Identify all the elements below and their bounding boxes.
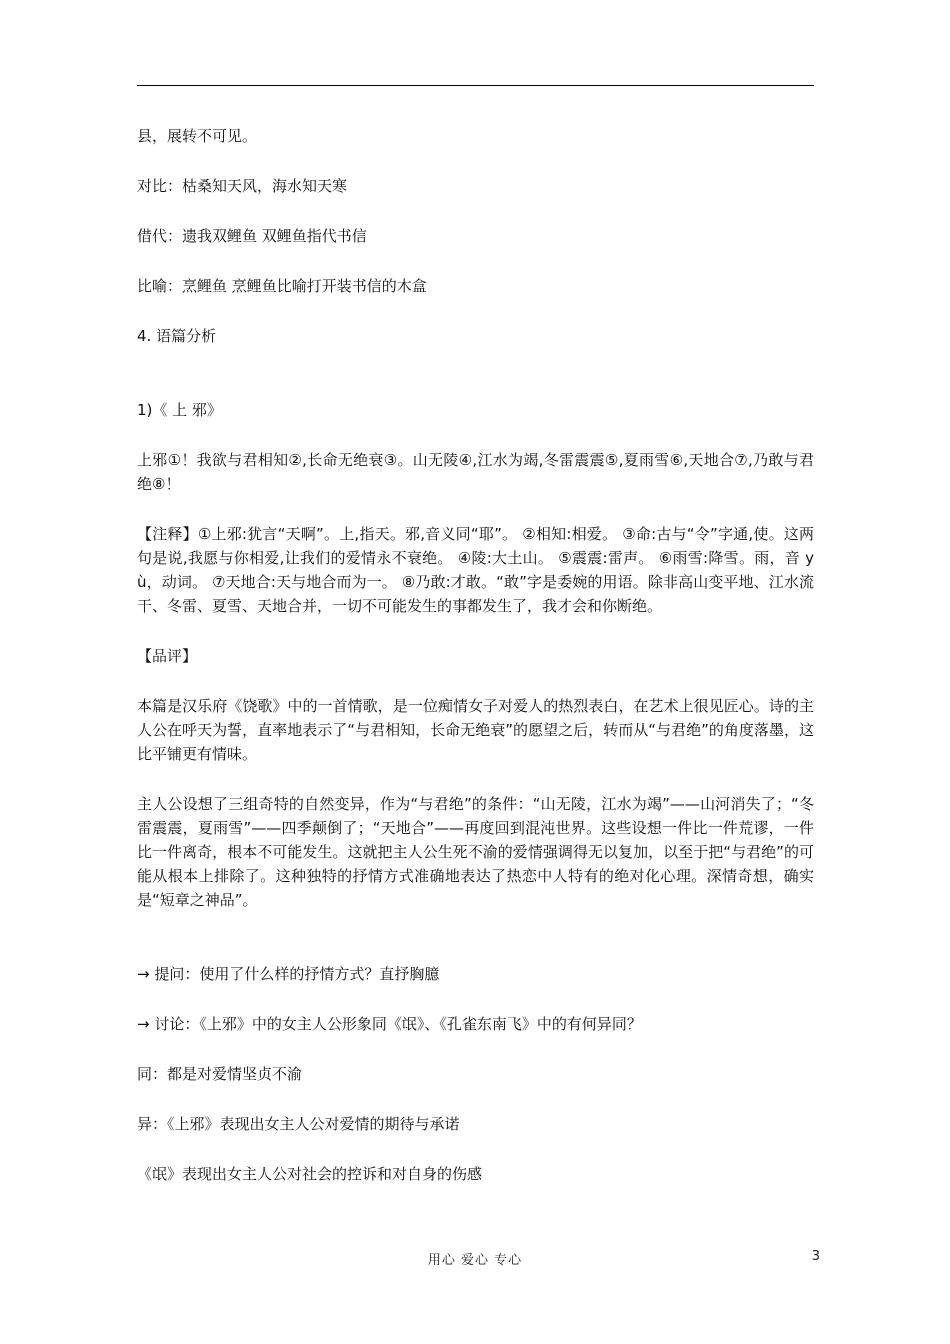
page-content xyxy=(137,124,814,1212)
similarity-text: 同：都是对爱情坚贞不渝 xyxy=(137,1065,303,1083)
page-number: 3 xyxy=(811,1249,820,1264)
question-item xyxy=(137,962,814,986)
question-text: 提问：使用了什么样的抒情方式？直抒胸臆 xyxy=(149,965,440,983)
header-rule xyxy=(137,85,814,86)
paragraph-metaphor: 比喻：烹鲤鱼 烹鲤鱼比喻打开装书信的木盒 xyxy=(137,277,427,295)
critique-heading: 【品评】 xyxy=(137,647,198,665)
arrow-right-icon: → xyxy=(137,1015,150,1033)
critique-paragraph-2: 主人公设想了三组奇特的自然变异，作为“与君绝”的条件：“山无陵，江水为竭”——山河消失了；“冬雷震震，夏雨雪”——四季颠倒了；“天地合”——再度回到混沌世界。这些设想一件比一件荒谬，一件比一件离奇，根本不可能发生。这就把主人公生死不渝的爱情强调得无以复加，以至于把“与君绝”的可能从根本上排除了。这种独特的抒情方式准确地表达了热恋中人特有的绝对化心理。深情奇想，确实是“短章之神品”。 xyxy=(137,795,814,909)
poem-title: 1)《 上 邪》 xyxy=(137,401,222,419)
difference-text-continued: 《氓》表现出女主人公对社会的控诉和对自身的伤感 xyxy=(137,1165,483,1183)
paragraph-metonymy: 借代：遗我双鲤鱼 双鲤鱼指代书信 xyxy=(137,227,367,245)
discussion-item xyxy=(137,1012,814,1036)
paragraph-continuation: 县，展转不可见。 xyxy=(137,127,258,145)
poem-annotations: 【注释】①上邪:犹言“天啊”。上,指天。邪,音义同“耶”。 ②相知:相爱。 ③命:古与“令”字通,使。这两句是说,我愿与你相爱,让我们的爱情永不衰绝。 ④陵:大土山。 ⑤震震:雷声。 ⑥雨雪:降雪。雨，音 yù，动词。 ⑦天地合:天与地合而为一。 ⑧乃敢:才敢。“敢”字是委婉的用语。除非高山变平地、江水流干、冬雷、夏雪、天地合并，一切不可能发生的事都发生了，我才会和你断绝。 xyxy=(137,525,814,615)
section-heading-discourse-analysis: 4. 语篇分析 xyxy=(137,327,217,345)
critique-paragraph-1: 本篇是汉乐府《饶歌》中的一首情歌，是一位痴情女子对爱人的热烈表白，在艺术上很见匠心。诗的主人公在呼天为誓，直率地表示了“与君相知，长命无绝衰”的愿望之后，转而从“与君绝”的角度落墨，这比平铺更有情味。 xyxy=(137,697,814,763)
discussion-text: 讨论：《上邪》中的女主人公形象同《氓》、《孔雀东南飞》中的有何异同？ xyxy=(149,1015,642,1033)
footer-motto: 用心 爱心 专心 xyxy=(427,1253,523,1268)
paragraph-contrast: 对比：枯桑知天风，海水知天寒 xyxy=(137,177,348,195)
poem-text: 上邪①！我欲与君相知②,长命无绝衰③。山无陵④,江水为竭,冬雷震震⑤,夏雨雪⑥,天地合⑦,乃敢与君绝⑧！ xyxy=(137,451,814,493)
difference-text: 异：《上邪》表现出女主人公对爱情的期待与承诺 xyxy=(137,1115,460,1133)
arrow-right-icon: → xyxy=(137,965,150,983)
